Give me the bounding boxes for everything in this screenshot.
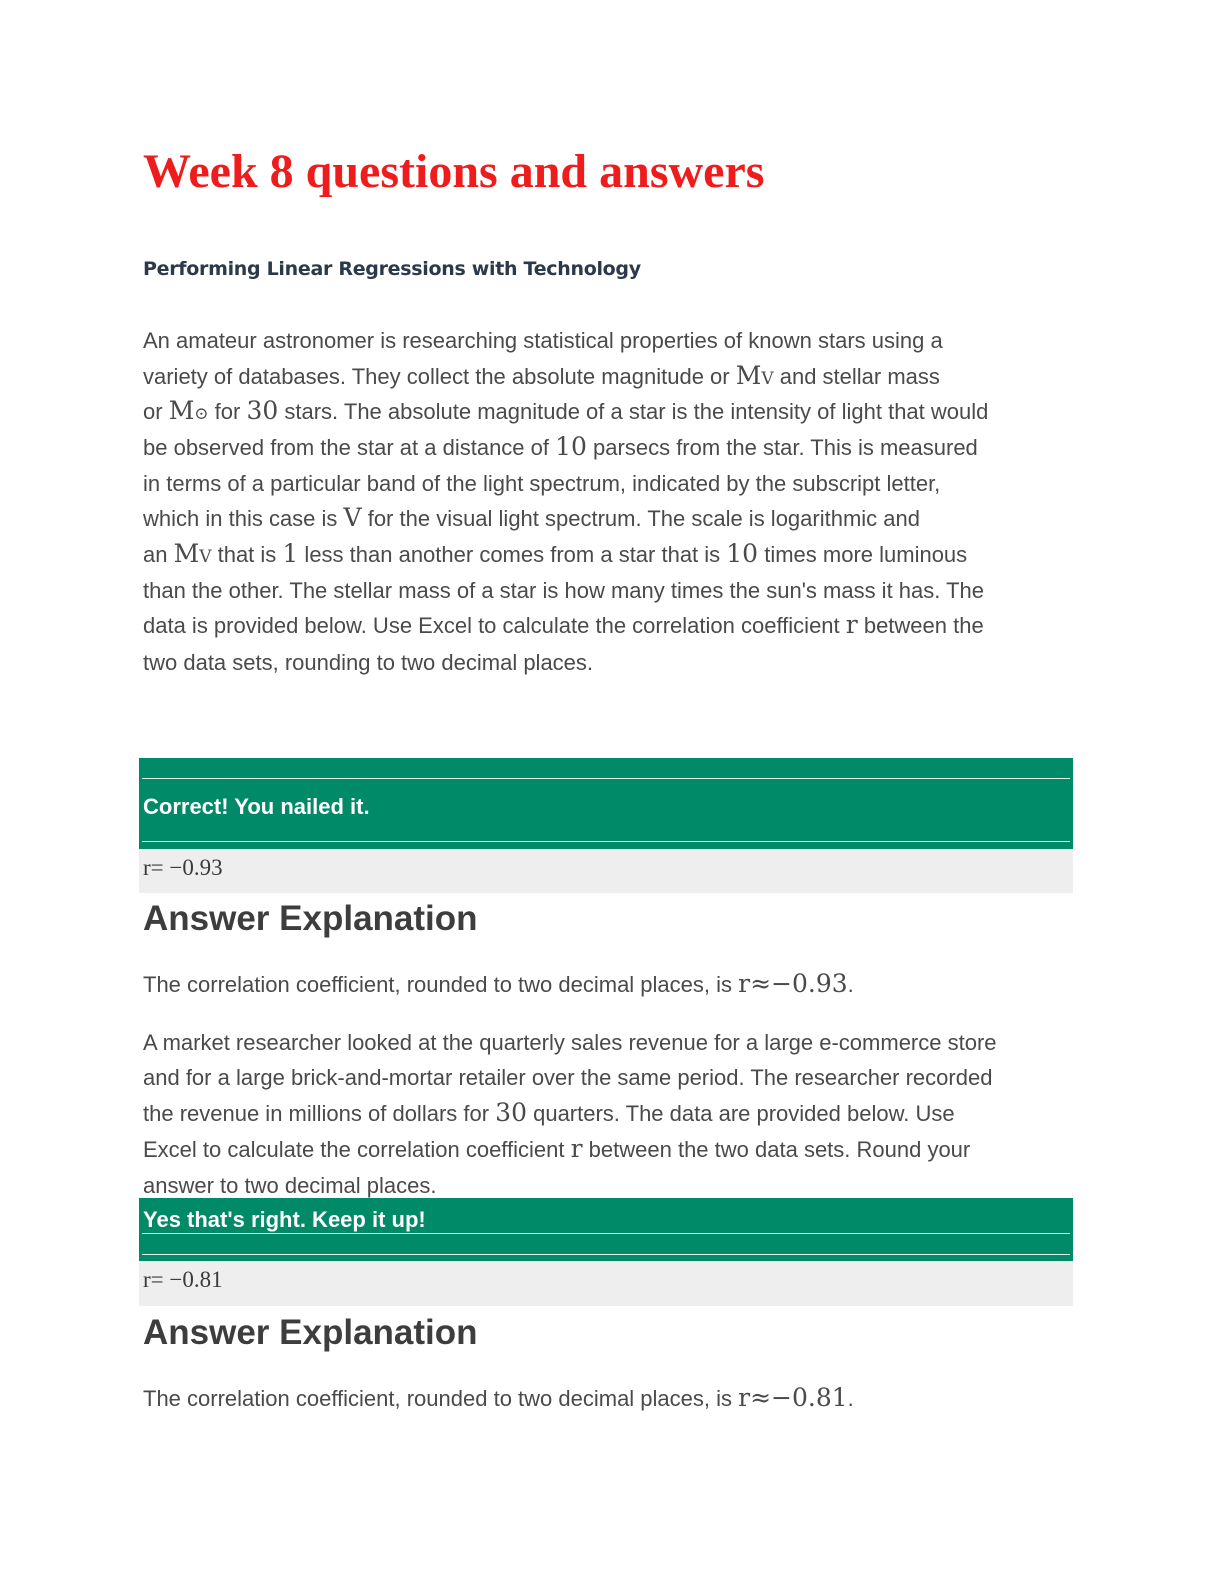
text-line: [143, 609, 984, 642]
text-run: for the visual light spectrum. The scale is logarithmic and: [361, 506, 920, 531]
banner-divider-bottom: [142, 841, 1070, 842]
text-run: An amateur astronomer is researching statistical properties of known stars using a: [143, 328, 943, 353]
text-run: .: [847, 972, 854, 997]
math-expression: [738, 969, 848, 998]
text-run: The correlation coefficient, rounded to two decimal places, is: [143, 1386, 739, 1411]
text-line: [143, 647, 593, 679]
banner-divider-top: [142, 778, 1070, 779]
page-title: Week 8 questions and answers: [143, 145, 765, 198]
text-run: and stellar mass: [773, 364, 940, 389]
text-line: [143, 575, 984, 607]
text-run: times more luminous: [758, 542, 968, 567]
text-run: two data sets, rounding to two decimal places.: [143, 650, 594, 675]
answer-box-1: [139, 849, 1073, 893]
text-run: The correlation coefficient, rounded to two decimal places, is: [143, 972, 739, 997]
text-run: the revenue in millions of dollars for: [143, 1101, 496, 1126]
text-line: [143, 431, 978, 464]
text-run: less than another comes from a star that is: [298, 542, 727, 567]
text-run: A market researcher looked at the quarterly sales revenue for a large e-commerce store: [143, 1030, 997, 1055]
answer-value-2: r= −0.81: [143, 1267, 223, 1292]
text-line: [143, 395, 988, 430]
math-expression: [174, 539, 212, 568]
math-symbol: r≈−0.81: [738, 1383, 848, 1412]
text-run: between the: [857, 613, 984, 638]
math-expression: [282, 539, 298, 568]
text-run: Excel to calculate the correlation coefficient: [143, 1137, 571, 1162]
text-run: or: [143, 399, 169, 424]
text-run: for: [208, 399, 247, 424]
feedback-banner-1: [139, 758, 1073, 849]
math-symbol: 10: [555, 432, 587, 461]
math-symbol: M: [173, 539, 200, 568]
text-run: .: [847, 1386, 854, 1411]
math-symbol: M: [735, 361, 762, 390]
math-expression: [846, 610, 858, 639]
text-run: parsecs from the star. This is measured: [586, 435, 978, 460]
math-expression: [738, 1383, 848, 1412]
text-run: which in this case is: [143, 506, 344, 531]
text-run: be observed from the star at a distance of: [143, 435, 556, 460]
text-line: [143, 468, 940, 500]
text-run: and for a large brick-and-mortar retailer over the same period. The researcher recorded: [143, 1065, 993, 1090]
math-expression: [571, 1134, 583, 1163]
feedback-message-1: Correct! You nailed it.: [143, 794, 370, 819]
math-symbol: r≈−0.93: [738, 969, 848, 998]
banner-divider-bottom: [142, 1254, 1070, 1255]
math-subscript: V: [199, 547, 212, 567]
math-subscript: ⊙: [194, 404, 209, 424]
math-symbol: 30: [495, 1098, 527, 1127]
math-expression: [726, 539, 758, 568]
text-line: [143, 1097, 955, 1130]
banner-divider-top: [142, 1233, 1070, 1234]
text-run: between the two data sets. Round your: [582, 1137, 971, 1162]
math-expression: [495, 1098, 527, 1127]
math-symbol: V: [343, 503, 362, 532]
feedback-banner-2: [139, 1198, 1073, 1261]
math-expression: [246, 396, 278, 425]
math-expression: [169, 396, 209, 425]
math-expression: [344, 503, 362, 532]
math-symbol: 1: [282, 539, 299, 568]
text-line: [143, 1027, 997, 1059]
text-run: answer to two decimal places.: [143, 1173, 437, 1198]
text-run: quarters. The data are provided below. Use: [526, 1101, 955, 1126]
text-run: in terms of a particular band of the light spectrum, indicated by the subscript letter,: [143, 471, 941, 496]
text-run: variety of databases. They collect the absolute magnitude or: [143, 364, 736, 389]
text-line: [143, 1133, 970, 1166]
text-line: [143, 1062, 992, 1094]
text-line: [143, 538, 967, 573]
math-symbol: r: [845, 610, 858, 639]
text-line: [143, 502, 920, 535]
text-run: that is: [211, 542, 283, 567]
text-line: [143, 325, 943, 357]
section-heading: Performing Linear Regressions with Technology: [143, 258, 641, 280]
math-symbol: r: [570, 1134, 583, 1163]
text-run: data is provided below. Use Excel to calculate the correlation coefficient: [143, 613, 846, 638]
math-subscript: V: [761, 369, 774, 389]
answer-explanation-text-2: [143, 1383, 854, 1414]
math-symbol: 30: [246, 396, 279, 425]
feedback-message-2: Yes that's right. Keep it up!: [143, 1207, 426, 1232]
text-run: stars. The absolute magnitude of a star is the intensity of light that would: [278, 399, 989, 424]
text-run: than the other. The stellar mass of a star is how many times the sun's mass it has. The: [143, 578, 984, 603]
answer-explanation-text-1: [143, 969, 854, 1000]
text-line: [143, 360, 940, 395]
text-run: an: [143, 542, 174, 567]
answer-box-2: [139, 1261, 1073, 1306]
math-expression: [736, 361, 774, 390]
math-symbol: M: [168, 396, 195, 425]
math-expression: [555, 432, 587, 461]
answer-explanation-heading-1: Answer Explanation: [143, 899, 478, 938]
answer-explanation-heading-2: Answer Explanation: [143, 1313, 478, 1352]
math-symbol: 10: [726, 539, 759, 568]
answer-value-1: r= −0.93: [143, 855, 223, 880]
